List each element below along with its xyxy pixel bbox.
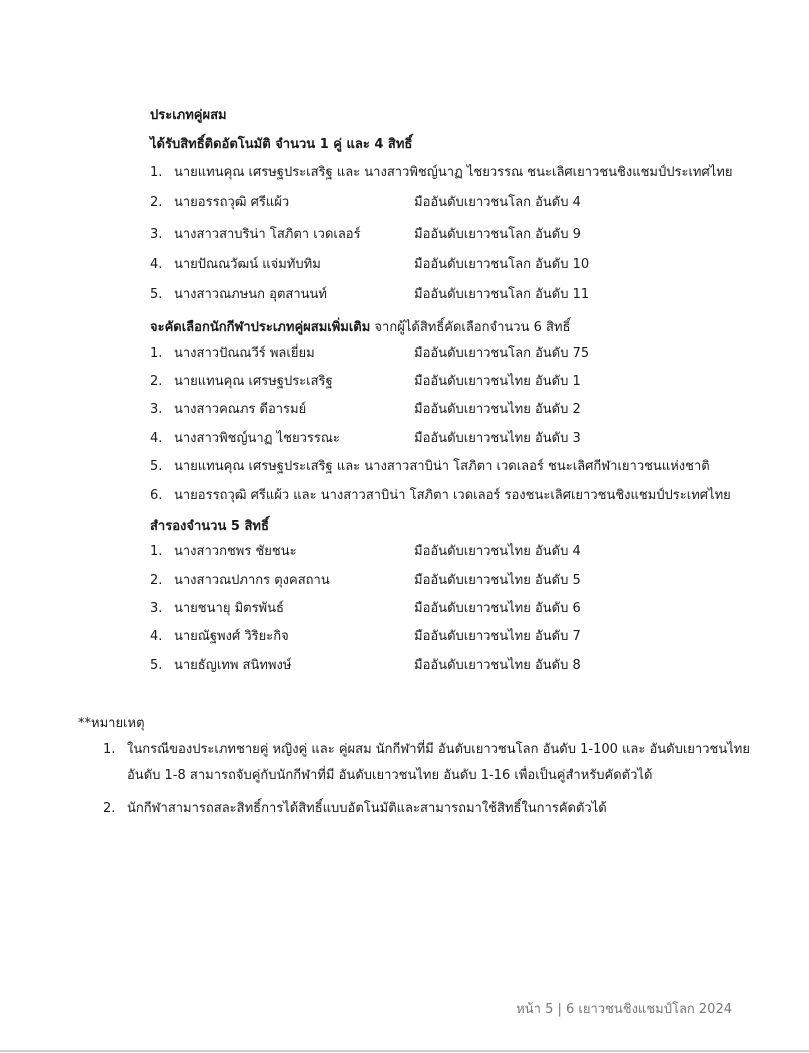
item-number: 1. (150, 346, 163, 361)
item-text: นายอรรถวุฒิ ศรีแผ้ว และ นางสาวสาบิน่า โสภิตา เวดเลอร์ รองชนะเลิศเยาวชนชิงแชมป์ประเทศไทย (174, 488, 731, 503)
player-name: นายณัฐพงศ์ วิริยะกิจ (174, 629, 289, 644)
player-rank: มืออันดับเยาวชนไทย อันดับ 3 (414, 431, 581, 446)
player-name: นางสาวคณภร ดีอารมย์ (174, 402, 307, 417)
item-number: 2. (150, 374, 163, 389)
list-item (150, 284, 589, 306)
item-number: 2. (150, 195, 163, 210)
list-item (150, 655, 581, 677)
select-heading-bold: จะคัดเลือกนักกีฬาประเภทคู่ผสมเพิ่มเติม (150, 320, 371, 335)
list-item (150, 456, 710, 478)
item-number: 4. (150, 629, 163, 644)
list-item (150, 428, 581, 450)
player-rank: มืออันดับเยาวชนโลก อันดับ 11 (414, 287, 590, 302)
note-item (103, 796, 763, 822)
player-rank: มืออันดับเยาวชนไทย อันดับ 1 (414, 374, 581, 389)
player-name: นางสาวสาบริน่า โสภิตา เวดเลอร์ (174, 227, 361, 242)
select-heading (150, 316, 570, 337)
list-item (150, 192, 581, 214)
player-name: นายชนายุ มิตรพันธ์ (174, 601, 284, 616)
player-rank: มืออันดับเยาวชนไทย อันดับ 5 (414, 573, 581, 588)
player-name: นายปัณณวัฒน์ แจ่มทับทิม (174, 257, 321, 272)
player-name: นางสาวณภษนก อุตสานนท์ (174, 287, 327, 302)
list-item (150, 371, 581, 393)
item-number: 2. (150, 573, 163, 588)
list-item (150, 598, 581, 620)
auto-heading: ได้รับสิทธิ์ติดอัตโนมัติ จำนวน 1 คู่ และ 4 สิทธิ์ (150, 137, 413, 152)
player-rank: มืออันดับเยาวชนไทย อันดับ 7 (414, 629, 581, 644)
player-name: นางสาวกชพร ชัยชนะ (174, 544, 297, 559)
note-text: ในกรณีของประเภทชายคู่ หญิงคู่ และ คู่ผสม นักกีฬาที่มี อันดับเยาวชนโลก อันดับ 1-100 และ อันดับเยาวชนไทย อันดับ 1-8 สามารถจับคู่กับนักกีฬาที่มี อันดับเยาวชนไทย อันดับ 1-16 เพื่อเป็นคู่สำหรับคัดตัวได้ (127, 742, 750, 783)
player-rank: มืออันดับเยาวชนโลก อันดับ 10 (414, 257, 590, 272)
player-rank: มืออันดับเยาวชนไทย อันดับ 8 (414, 658, 581, 673)
list-item (150, 541, 581, 563)
player-name: นางสาวพิชญ์นาฏ ไชยวรรณะ (174, 431, 340, 446)
note-text: นักกีฬาสามารถสละสิทธิ์การได้สิทธิ์แบบอัตโนมัติและสามารถมาใช้สิทธิ์ในการคัดตัวได้ (127, 801, 607, 816)
item-number: 5. (150, 287, 163, 302)
list-item (150, 485, 731, 507)
page-bottom-border (0, 1050, 809, 1052)
item-number: 5. (150, 459, 163, 474)
player-name: นายธัญเทพ สนิทพงษ์ (174, 658, 292, 673)
item-number: 3. (150, 227, 163, 242)
player-rank: มืออันดับเยาวชนโลก อันดับ 75 (414, 346, 590, 361)
player-rank: มืออันดับเยาวชนไทย อันดับ 4 (414, 544, 581, 559)
list-item (150, 254, 589, 276)
item-text: นายแทนคุณ เศรษฐประเสริฐ และ นางสาวสาบิน่า โสภิตา เวดเลอร์ ชนะเลิศกีฬาเยาวชนแห่งชาติ (174, 459, 710, 474)
page-footer: หน้า 5 | 6 เยาวชนชิงแชมป์โลก 2024 (516, 1002, 732, 1017)
player-name: นายอรรถวุฒิ ศรีแผ้ว (174, 195, 290, 210)
reserve-heading: สำรองจำนวน 5 สิทธิ์ (150, 519, 269, 534)
item-number: 4. (150, 431, 163, 446)
player-rank: มืออันดับเยาวชนไทย อันดับ 2 (414, 402, 581, 417)
item-number: 1. (150, 165, 163, 180)
item-number: 4. (150, 257, 163, 272)
note-number: 2. (103, 801, 116, 816)
item-number: 1. (150, 544, 163, 559)
player-rank: มืออันดับเยาวชนไทย อันดับ 6 (414, 601, 581, 616)
player-rank: มืออันดับเยาวชนโลก อันดับ 9 (414, 227, 581, 242)
list-item (150, 343, 589, 365)
item-number: 5. (150, 658, 163, 673)
item-text: นายแทนคุณ เศรษฐประเสริฐ และ นางสาวพิชญ์นาฏ ไชยวรรณ ชนะเลิศเยาวชนชิงแชมป์ประเทศไทย (174, 165, 733, 180)
section-title: ประเภทคู่ผสม (150, 108, 227, 123)
note-item (103, 737, 763, 789)
player-name: นางสาวปัณณวีร์ พลเยี่ยม (174, 346, 315, 361)
list-item (150, 162, 732, 184)
note-number: 1. (103, 742, 116, 757)
select-heading-rest: จากผู้ได้สิทธิ์คัดเลือกจำนวน 6 สิทธิ์ (370, 320, 571, 335)
player-rank: มืออันดับเยาวชนโลก อันดับ 4 (414, 195, 581, 210)
list-item (150, 570, 581, 592)
list-item (150, 224, 581, 246)
item-number: 3. (150, 601, 163, 616)
item-number: 6. (150, 488, 163, 503)
player-name: นายแทนคุณ เศรษฐประเสริฐ (174, 374, 333, 389)
player-name: นางสาวณปภากร ตุงคสถาน (174, 573, 330, 588)
item-number: 3. (150, 402, 163, 417)
note-title: **หมายเหตุ (78, 716, 145, 731)
list-item (150, 399, 581, 421)
list-item (150, 626, 581, 648)
